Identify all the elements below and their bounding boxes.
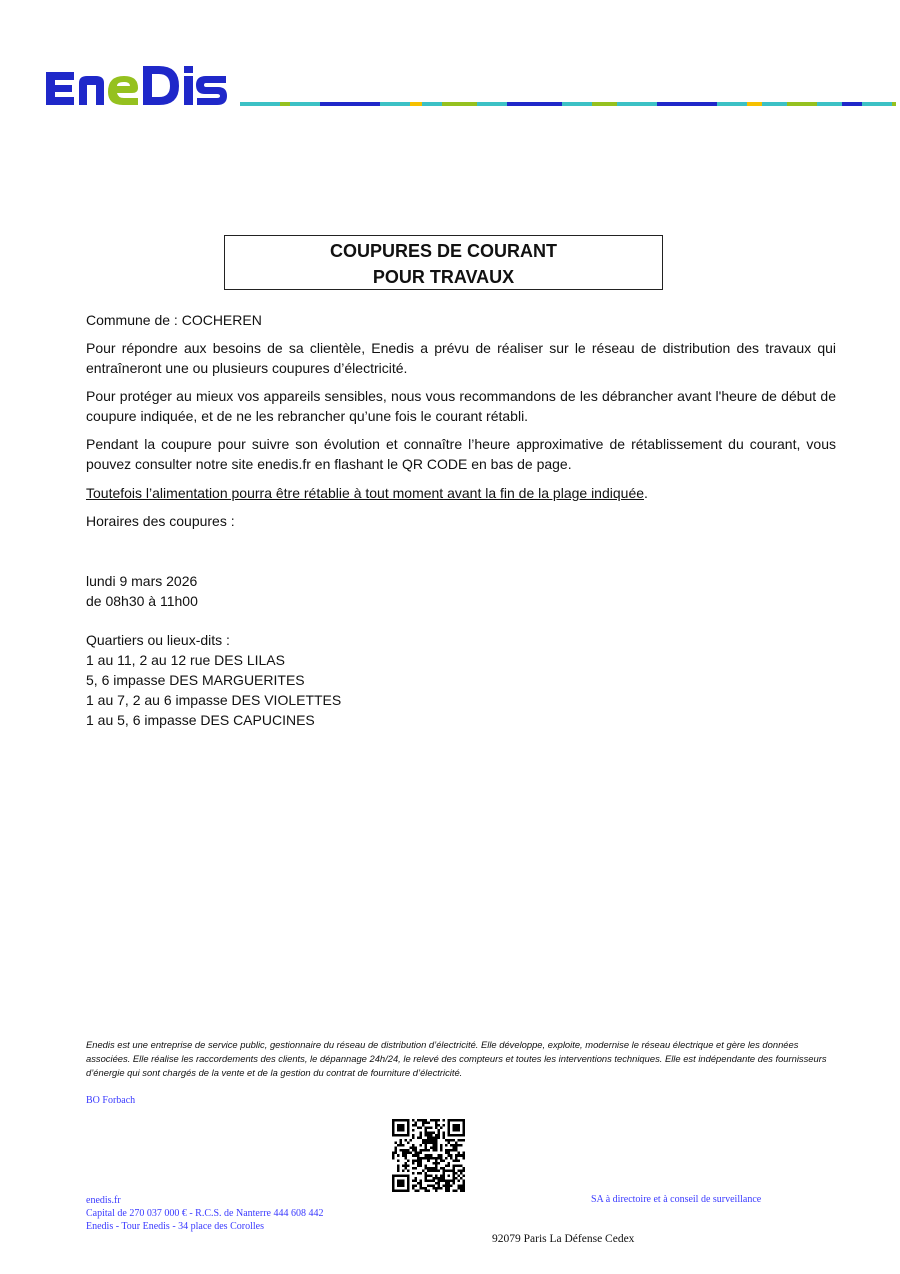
- paragraph-protect: Pour protéger au mieux vos appareils sensibles, nous vous recommandons de les débrancher avant l'heure de début de coupure indiquée, et de ne les rebrancher qu’une fois le courant rétabli.: [86, 388, 836, 424]
- street-item: 1 au 11, 2 au 12 rue DES LILAS: [86, 652, 285, 668]
- enedis-logo: [44, 62, 236, 112]
- outage-date: lundi 9 mars 2026: [86, 573, 198, 589]
- warning-underlined: Toutefois l’alimentation pourra être rétablie à tout moment avant la fin de la plage indiquée: [86, 485, 645, 501]
- footer-legal-left: [86, 1194, 323, 1233]
- title-line-2: POUR TRAVAUX: [372, 267, 515, 287]
- header-decorative-line: [240, 102, 896, 106]
- footer-city: 92079 Paris La Défense Cedex: [492, 1233, 635, 1245]
- company-description: Enedis est une entreprise de service public, gestionnaire du réseau de distribution d’électricité. Elle développe, exploite, modernise le réseau électrique et gère les données associées. Elle réalise les raccordements des clients, le dépannage 24h/24, le relevé des compteurs et toutes les interventions techniques. Elle est indépendante des fournisseurs d’énergie qui sont chargés de la vente et de la gestion du contrat de fourniture d’électricité.: [86, 1039, 827, 1078]
- street-list: [86, 650, 341, 730]
- footer-site-link[interactable]: enedis.fr: [86, 1195, 121, 1206]
- street-item: 1 au 5, 6 impasse DES CAPUCINES: [86, 712, 315, 728]
- footer-capital: Capital de 270 037 000 € - R.C.S. de Nanterre 444 608 442: [86, 1208, 324, 1219]
- enedis-logo-icon: [44, 62, 236, 112]
- notice-title-box: [224, 235, 663, 290]
- paragraph-follow: Pendant la coupure pour suivre son évolution et connaître l’heure approximative de rétablissement du courant, vous pouvez consulter notre site enedis.fr en flashant le QR CODE en bas de page.: [86, 436, 836, 472]
- quarters-label: Quartiers ou lieux-dits :: [86, 632, 230, 648]
- street-item: 1 au 7, 2 au 6 impasse DES VIOLETTES: [86, 692, 342, 708]
- footer-company-type: SA à directoire et à conseil de surveillance: [591, 1194, 762, 1205]
- qr-code-icon[interactable]: [392, 1119, 465, 1192]
- paragraph-intro: Pour répondre aux besoins de sa clientèle, Enedis a prévu de réaliser sur le réseau de distribution des travaux qui entraîneront une ou plusieurs coupures d’électricité.: [86, 340, 836, 376]
- street-item: 5, 6 impasse DES MARGUERITES: [86, 672, 305, 688]
- office-name: BO Forbach: [86, 1095, 136, 1106]
- title-line-1: COUPURES DE COURANT: [329, 241, 557, 261]
- outage-hours: de 08h30 à 11h00: [86, 593, 198, 609]
- paragraph-warning: [86, 483, 648, 503]
- warning-period: .: [644, 485, 648, 501]
- commune-line: Commune de : COCHEREN: [86, 312, 262, 328]
- footer-headquarters: Enedis - Tour Enedis - 34 place des Corolles: [86, 1221, 264, 1232]
- qr-code-graphic: [392, 1119, 465, 1192]
- schedule-heading: Horaires des coupures :: [86, 513, 235, 529]
